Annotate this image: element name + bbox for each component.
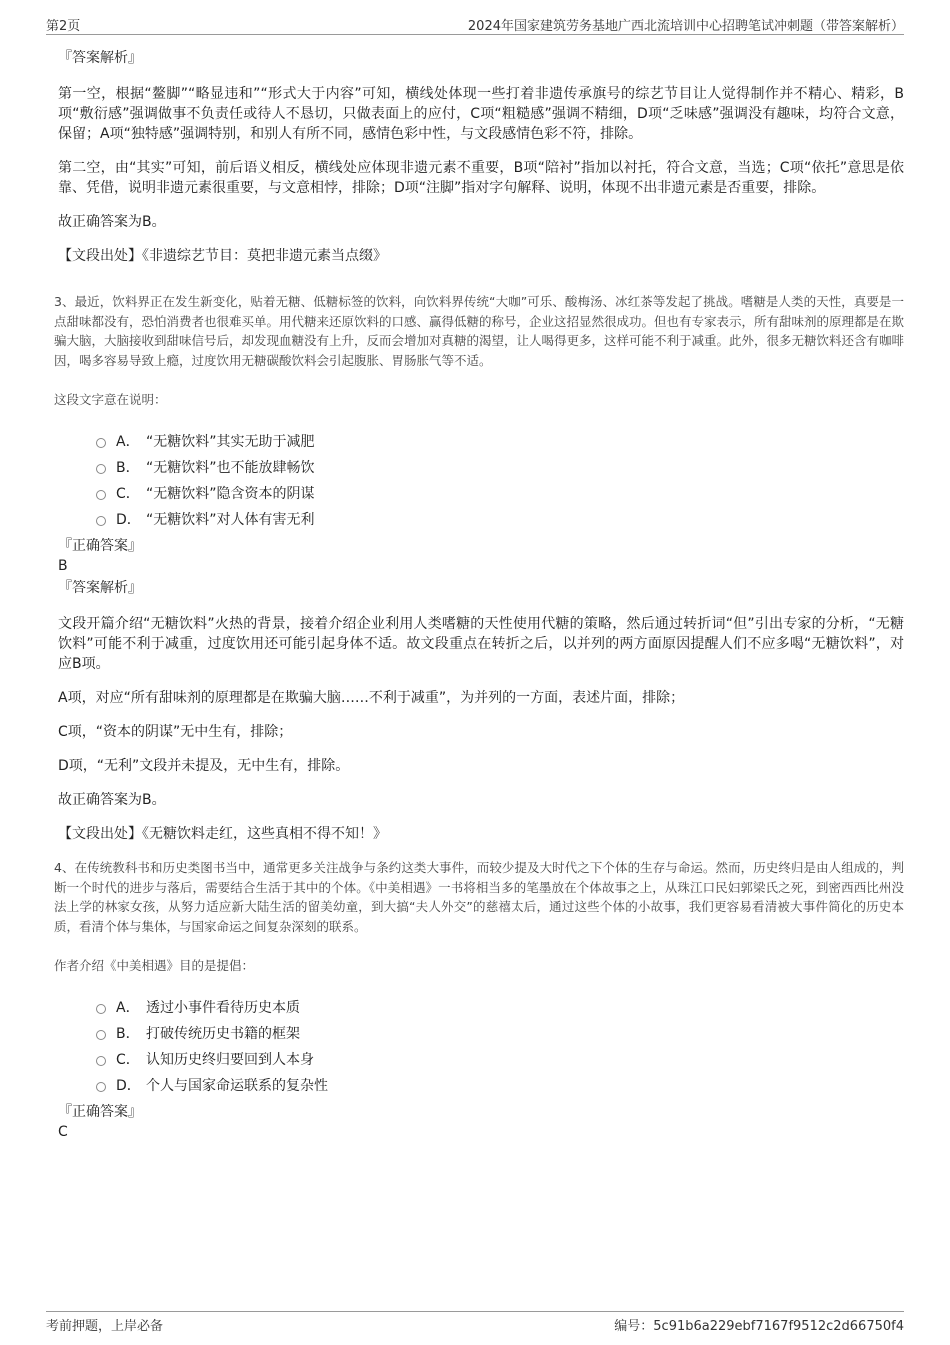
q3-analysis-paragraph-1: 文段开篇介绍“无糖饮料”火热的背景，接着介绍企业利用人类嗜糖的天性使用代糖的策略，然后通过转折词“但”引出专家的分析，“无糖饮料”可能不利于减重，过度饮用还可能引起身体不适。故文段重点在转折之后，以并列的两方面原因提醒人们不应多喝“无糖饮料”，对应B项。 <box>58 616 904 672</box>
option-text: 透过小事件看待历史本质 <box>146 1000 300 1016</box>
radio-icon[interactable] <box>96 464 106 474</box>
q3-option-b[interactable] <box>96 454 904 480</box>
option-letter: C． <box>116 486 140 502</box>
q4-option-a[interactable] <box>96 994 904 1020</box>
q3-analysis-label: 『答案解析』 <box>58 580 142 596</box>
q3-analysis-paragraph-2: A项，对应“所有甜味剂的原理都是在欺骗大脑……不利于减重”，为并列的一方面，表述片面，排除； <box>58 690 685 706</box>
q4-question-text: 4、在传统教科书和历史类图书当中，通常更多关注战争与条约这类大事件，而较少提及大时代之下个体的生存与命运。然而，历史终归是由人组成的，判断一个时代的进步与落后，需要结合生活于其中的个体。《中美相遇》一书将相当多的笔墨放在个体故事之上，从珠江口民妇郭梁氏之死，到密西西比州没法上学的林家女孩，从努力适应新大陆生活的留美幼童，到大搞“夫人外交”的慈禧太后，通过这些个体的小故事，我们更容易看清被大事件简化的历史本质，看清个体与集体，与国家命运之间复杂深刻的联系。 <box>54 860 904 934</box>
q4-option-c[interactable] <box>96 1046 904 1072</box>
q2-analysis-label: 『答案解析』 <box>58 50 142 66</box>
q4-options <box>96 994 904 1098</box>
option-letter: C． <box>116 1052 140 1068</box>
document-title: 2024年国家建筑劳务基地广西北流培训中心招聘笔试冲刺题（带答案解析） <box>467 19 904 34</box>
q4-correct-answer: C <box>58 1124 68 1140</box>
q3-conclusion: 故正确答案为B。 <box>58 792 166 808</box>
radio-icon[interactable] <box>96 1030 106 1040</box>
page-header <box>46 12 904 35</box>
footer-slogan: 考前押题，上岸必备 <box>46 1319 164 1334</box>
option-text: “无糖饮料”其实无助于减肥 <box>146 434 315 450</box>
q3-analysis-paragraph-4: D项，“无利”文段并未提及，无中生有，排除。 <box>58 758 350 774</box>
option-text: “无糖饮料”隐含资本的阴谋 <box>146 486 315 502</box>
option-text: “无糖饮料”对人体有害无利 <box>146 512 315 528</box>
option-letter: B． <box>116 1026 140 1042</box>
q3-correct-label: 『正确答案』 <box>58 538 142 554</box>
q4-option-b[interactable] <box>96 1020 904 1046</box>
q4-option-d[interactable] <box>96 1072 904 1098</box>
q2-analysis-paragraph-1: 第一空，根据“鳌脚”“略显违和”“形式大于内容”可知，横线处体现一些打着非遗传承旗号的综艺节目让人觉得制作并不精心、精彩，B项“敷衍感”强调做事不负责任或待人不恳切，只做表面上的应付，C项“粗糙感”强调不精细，D项“乏味感”强调没有趣味，均符合文意，保留；A项“独特感”强调特别，和别人有所不同，感情色彩中性，与文段感情色彩不符，排除。 <box>58 86 904 142</box>
option-letter: A． <box>116 1000 140 1016</box>
q3-option-d[interactable] <box>96 506 904 532</box>
document-id: 编号：5c91b6a229ebf7167f9512c2d66750f4 <box>614 1319 904 1334</box>
page-footer <box>46 1311 904 1334</box>
option-text: 认知历史终归要回到人本身 <box>146 1052 314 1068</box>
q3-correct-answer: B <box>58 558 68 574</box>
option-text: 个人与国家命运联系的复杂性 <box>146 1078 328 1094</box>
option-letter: B． <box>116 460 140 476</box>
q4-correct-label: 『正确答案』 <box>58 1104 142 1120</box>
option-letter: A． <box>116 434 140 450</box>
option-letter: D． <box>116 1078 141 1094</box>
q3-prompt: 这段文字意在说明： <box>54 392 167 407</box>
radio-icon[interactable] <box>96 490 106 500</box>
q4-prompt: 作者介绍《中美相遇》目的是提倡： <box>54 958 255 973</box>
q2-conclusion: 故正确答案为B。 <box>58 214 166 230</box>
radio-icon[interactable] <box>96 1082 106 1092</box>
option-text: “无糖饮料”也不能放肆畅饮 <box>146 460 315 476</box>
q2-source: 【文段出处】《非遗综艺节目：莫把非遗元素当点缀》 <box>58 248 387 264</box>
radio-icon[interactable] <box>96 1004 106 1014</box>
page-number: 第2页 <box>46 19 81 34</box>
option-letter: D． <box>116 512 141 528</box>
q3-source: 【文段出处】《无糖饮料走红，这些真相不得不知！》 <box>58 826 387 842</box>
radio-icon[interactable] <box>96 438 106 448</box>
q3-question-text: 3、最近，饮料界正在发生新变化，贴着无糖、低糖标签的饮料，向饮料界传统“大咖”可乐、酸梅汤、冰红茶等发起了挑战。嗜糖是人类的天性，真要是一点甜味都没有，恐怕消费者也很难买单。用代糖来还原饮料的口感、赢得低糖的称号，企业这招显然很成功。但也有专家表示，所有甜味剂的原理都是在欺骗大脑，大脑接收到甜味信号后，却发现血糖没有上升，反而会增加对真糖的渴望，让人喝得更多，这样可能不利于减重。此外，很多无糖饮料还含有咖啡因，喝多容易导致上瘾，过度饮用无糖碳酸饮料会引起腹胀、胃肠胀气等不适。 <box>54 294 905 368</box>
option-text: 打破传统历史书籍的框架 <box>146 1026 300 1042</box>
q3-option-a[interactable] <box>96 428 904 454</box>
radio-icon[interactable] <box>96 516 106 526</box>
page-content <box>56 40 904 1142</box>
q3-options <box>96 428 904 532</box>
radio-icon[interactable] <box>96 1056 106 1066</box>
q3-option-c[interactable] <box>96 480 904 506</box>
q2-analysis-paragraph-2: 第二空，由“其实”可知，前后语义相反，横线处应体现非遗元素不重要，B项“陪衬”指加以衬托，符合文意，当选；C项“依托”意思是依靠、凭借，说明非遗元素很重要，与文意相悖，排除；D项“注脚”指对字句解释、说明，体现不出非遗元素是否重要，排除。 <box>58 160 904 196</box>
q3-analysis-paragraph-3: C项，“资本的阴谋”无中生有，排除； <box>58 724 293 740</box>
